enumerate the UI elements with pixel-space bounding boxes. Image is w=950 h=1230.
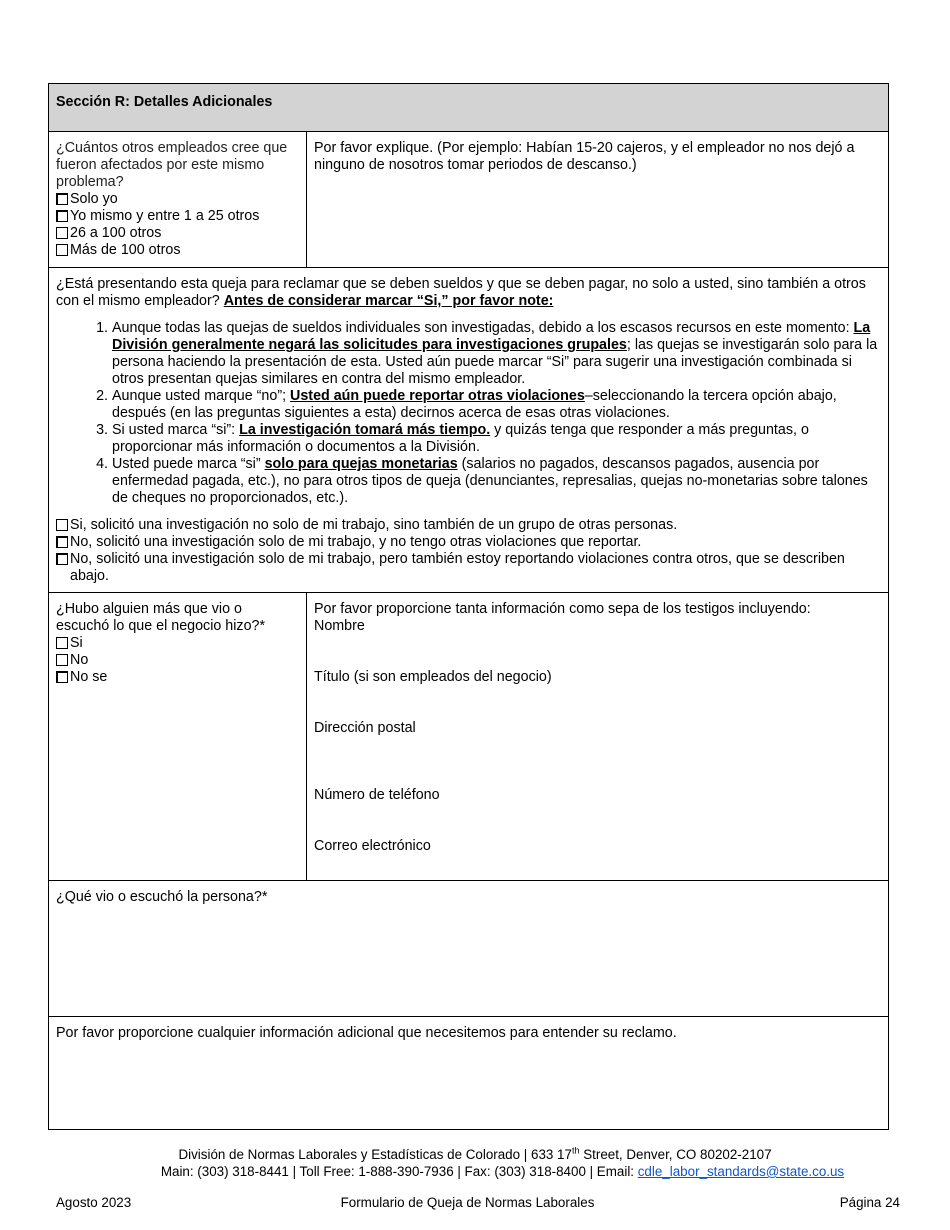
group-investigation-cell <box>49 268 889 593</box>
affected-option-26-100[interactable] <box>56 225 299 242</box>
affected-option-100-plus[interactable] <box>56 242 299 259</box>
footer-contact: Main: (303) 318-8441 | Toll Free: 1-888-390-7936 | Fax: (303) 318-8400 | Email: cdle_labor_standards@state.co.us <box>160 1164 845 1179</box>
checkbox[interactable] <box>56 227 68 239</box>
note-item: 1. Aunque todas las quejas de sueldos individuales son investigadas, debido a los escasos recursos en este momento: La División generalmente negará las solicitudes para investigaciones grupales; las quejas se investigarán solo para la persona haciendo la presentación de esta. Usted aún puede marcar “Si” para sugerir una investigación combinada si otros presentan quejas similares en contra del mismo empleador. <box>112 320 881 388</box>
witness-address-label: Dirección postal <box>314 720 416 736</box>
checkbox[interactable] <box>56 536 68 548</box>
checkbox[interactable] <box>56 553 68 565</box>
checkbox[interactable] <box>56 637 68 649</box>
checkbox[interactable] <box>56 671 68 683</box>
option-label: 26 a 100 otros <box>70 225 162 241</box>
option-label: No se <box>70 669 108 685</box>
footer-address: División de Normas Laborales y Estadísticas de Colorado | 633 17th Street, Denver, CO 80202-2107 <box>178 1145 772 1162</box>
checkbox[interactable] <box>56 193 68 205</box>
witness-option-yes[interactable] <box>56 635 299 652</box>
affected-option-only-me[interactable] <box>56 191 299 208</box>
group-option-no[interactable] <box>56 534 881 551</box>
witness-name-label: Nombre <box>314 618 365 634</box>
option-label: Solo yo <box>70 191 118 207</box>
option-label: No, solicitó una investigación solo de mi trabajo, pero también estoy reportando violaciones contra otros, que se describen abajo. <box>70 551 845 584</box>
explain-prompt: Por favor explique. (Por ejemplo: Habían 15-20 cajeros, y el empleador no nos dejó a ninguno de nosotros tomar periodos de descanso.) <box>314 140 855 173</box>
witness-phone-label: Número de teléfono <box>314 787 440 803</box>
group-option-yes[interactable] <box>56 517 881 534</box>
checkbox[interactable] <box>56 244 68 256</box>
checkbox[interactable] <box>56 654 68 666</box>
option-label: Yo mismo y entre 1 a 25 otros <box>70 208 260 224</box>
witness-option-dont-know[interactable] <box>56 669 299 686</box>
section-title: Sección R: Detalles Adicionales <box>56 94 273 110</box>
witness-email-label: Correo electrónico <box>314 838 431 854</box>
affected-question: ¿Cuántos otros empleados cree que fueron afectados por este mismo problema? <box>56 140 288 190</box>
affected-cell <box>49 132 307 268</box>
note-item: 3. Si usted marca “si”: La investigación tomará más tiempo. y quizás tenga que responder a más preguntas, o proporcionar más información o documentos a la División. <box>112 422 881 456</box>
footer-page-number: Página 24 <box>839 1195 900 1210</box>
checkbox[interactable] <box>56 210 68 222</box>
additional-info-question: Por favor proporcione cualquier información adicional que necesitemos para entender su reclamo. <box>56 1025 677 1041</box>
section-r-table <box>48 83 889 1130</box>
form-page <box>48 83 888 1130</box>
option-label: Más de 100 otros <box>70 242 181 258</box>
additional-info-field[interactable] <box>49 1017 889 1130</box>
saw-heard-question: ¿Qué vio o escuchó la persona?* <box>56 889 268 905</box>
witness-info-field[interactable] <box>307 593 889 881</box>
saw-heard-field[interactable] <box>49 881 889 1017</box>
group-intro <box>56 276 881 310</box>
group-intro-bold: Antes de considerar marcar “Si,” por favor note: <box>223 293 554 309</box>
witness-title-label: Título (si son empleados del negocio) <box>314 669 552 685</box>
witness-question: ¿Hubo alguien más que vio o escuchó lo que el negocio hizo?* <box>56 601 266 634</box>
witness-option-no[interactable] <box>56 652 299 669</box>
note-item: 2. Aunque usted marque “no”; Usted aún puede reportar otras violaciones–seleccionando la tercera opción abajo, después (en las preguntas siguientes a esta) decirnos acerca de esas otras violaciones. <box>112 388 881 422</box>
option-label: Si, solicitó una investigación no solo de mi trabajo, sino también de un grupo de otras personas. <box>70 517 678 533</box>
notes-list <box>56 320 881 507</box>
footer-form-name: Formulario de Queja de Normas Laborales <box>340 1195 595 1210</box>
group-intro-text: ¿Está presentando esta queja para reclamar que se deben sueldos y que se deben pagar, no solo a usted, sino también a otros con el mismo empleador? <box>56 276 866 309</box>
affected-explain-field[interactable] <box>307 132 889 268</box>
affected-option-1-25[interactable] <box>56 208 299 225</box>
option-label: No <box>70 652 89 668</box>
option-label: No, solicitó una investigación solo de mi trabajo, y no tengo otras violaciones que reportar. <box>70 534 642 550</box>
witness-info-intro: Por favor proporcione tanta información como sepa de los testigos incluyendo: <box>314 601 811 617</box>
email-link[interactable]: cdle_labor_standards@state.co.us <box>637 1164 845 1179</box>
group-option-no-report[interactable] <box>56 551 881 585</box>
section-header <box>49 84 889 132</box>
footer-date: Agosto 2023 <box>56 1195 132 1210</box>
checkbox[interactable] <box>56 519 68 531</box>
option-label: Si <box>70 635 83 651</box>
witness-cell <box>49 593 307 881</box>
note-item: 4. Usted puede marca “si” solo para quejas monetarias (salarios no pagados, descansos pagados, ausencia por enfermedad pagada, etc.), no para otros tipos de queja (denunciantes, represalias, quejas no-monetarias sobre talones de cheques no proporcionados, etc.). <box>112 456 881 507</box>
